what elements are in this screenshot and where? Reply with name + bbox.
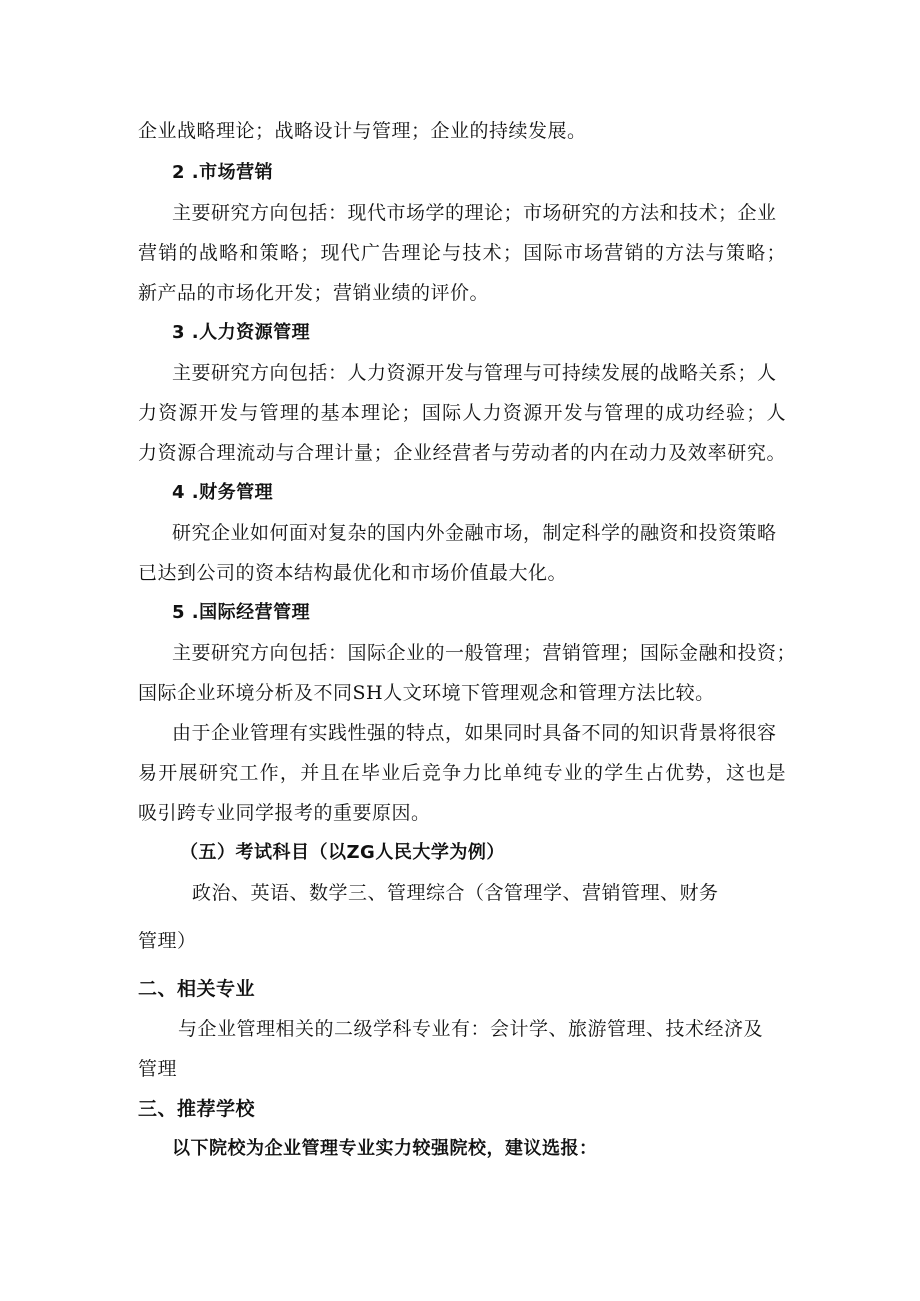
section-3-line-1: 主要研究方向包括：人力资源开发与管理与可持续发展的战略关系；人: [172, 362, 777, 384]
section-2-line-1: 主要研究方向包括：现代市场学的理论；市场研究的方法和技术；企业: [172, 202, 777, 224]
section-4-line-2: 已达到公司的资本结构最优化和市场价值最大化。: [138, 562, 568, 584]
section-2-line-3: 新产品的市场化开发；营销业绩的评价。: [138, 282, 490, 304]
section-4-heading: 4 .财务管理: [172, 482, 274, 503]
summary-line-3: 吸引跨专业同学报考的重要原因。: [138, 802, 431, 824]
related-majors-line-1: 与企业管理相关的二级学科专业有：会计学、旅游管理、技术经济及: [178, 1018, 764, 1040]
related-majors-heading: 二、相关专业: [138, 978, 256, 1000]
section-2-line-2: 营销的战略和策略；现代广告理论与技术；国际市场营销的方法与策略；: [138, 242, 786, 264]
section-3-line-3: 力资源合理流动与合理计量；企业经营者与劳动者的内在动力及效率研究。: [138, 442, 786, 464]
related-majors-line-2: 管理: [138, 1058, 178, 1080]
intro-paragraph-tail: 企业战略理论；战略设计与管理；企业的持续发展。: [138, 120, 587, 142]
section-4-line-1: 研究企业如何面对复杂的国内外金融市场，制定科学的融资和投资策略: [172, 522, 777, 544]
summary-line-1: 由于企业管理有实践性强的特点，如果同时具备不同的知识背景将很容: [172, 722, 777, 744]
section-2-heading: 2 .市场营销: [172, 162, 274, 183]
recommended-schools-heading: 三、推荐学校: [138, 1098, 256, 1120]
section-5-line-1: 主要研究方向包括：国际企业的一般管理；营销管理；国际金融和投资；: [172, 642, 797, 664]
exam-subjects-heading: （五）考试科目（以ZG人民大学为例）: [180, 842, 505, 863]
recommended-schools-intro: 以下院校为企业管理专业实力较强院校，建议选报：: [172, 1138, 598, 1159]
section-3-line-2: 力资源开发与管理的基本理论；国际人力资源开发与管理的成功经验；人: [138, 402, 786, 424]
section-5-line-2: 国际企业环境分析及不同SH人文环境下管理观念和管理方法比较。: [138, 682, 715, 704]
summary-line-2: 易开展研究工作，并且在毕业后竞争力比单纯专业的学生占优势，这也是: [138, 762, 786, 784]
section-3-heading: 3 .人力资源管理: [172, 322, 311, 343]
section-5-heading: 5 .国际经营管理: [172, 602, 311, 623]
exam-subjects-line-1: 政治、英语、数学三、管理综合（含管理学、营销管理、财务: [192, 882, 719, 904]
exam-subjects-line-2: 管理）: [138, 930, 197, 952]
